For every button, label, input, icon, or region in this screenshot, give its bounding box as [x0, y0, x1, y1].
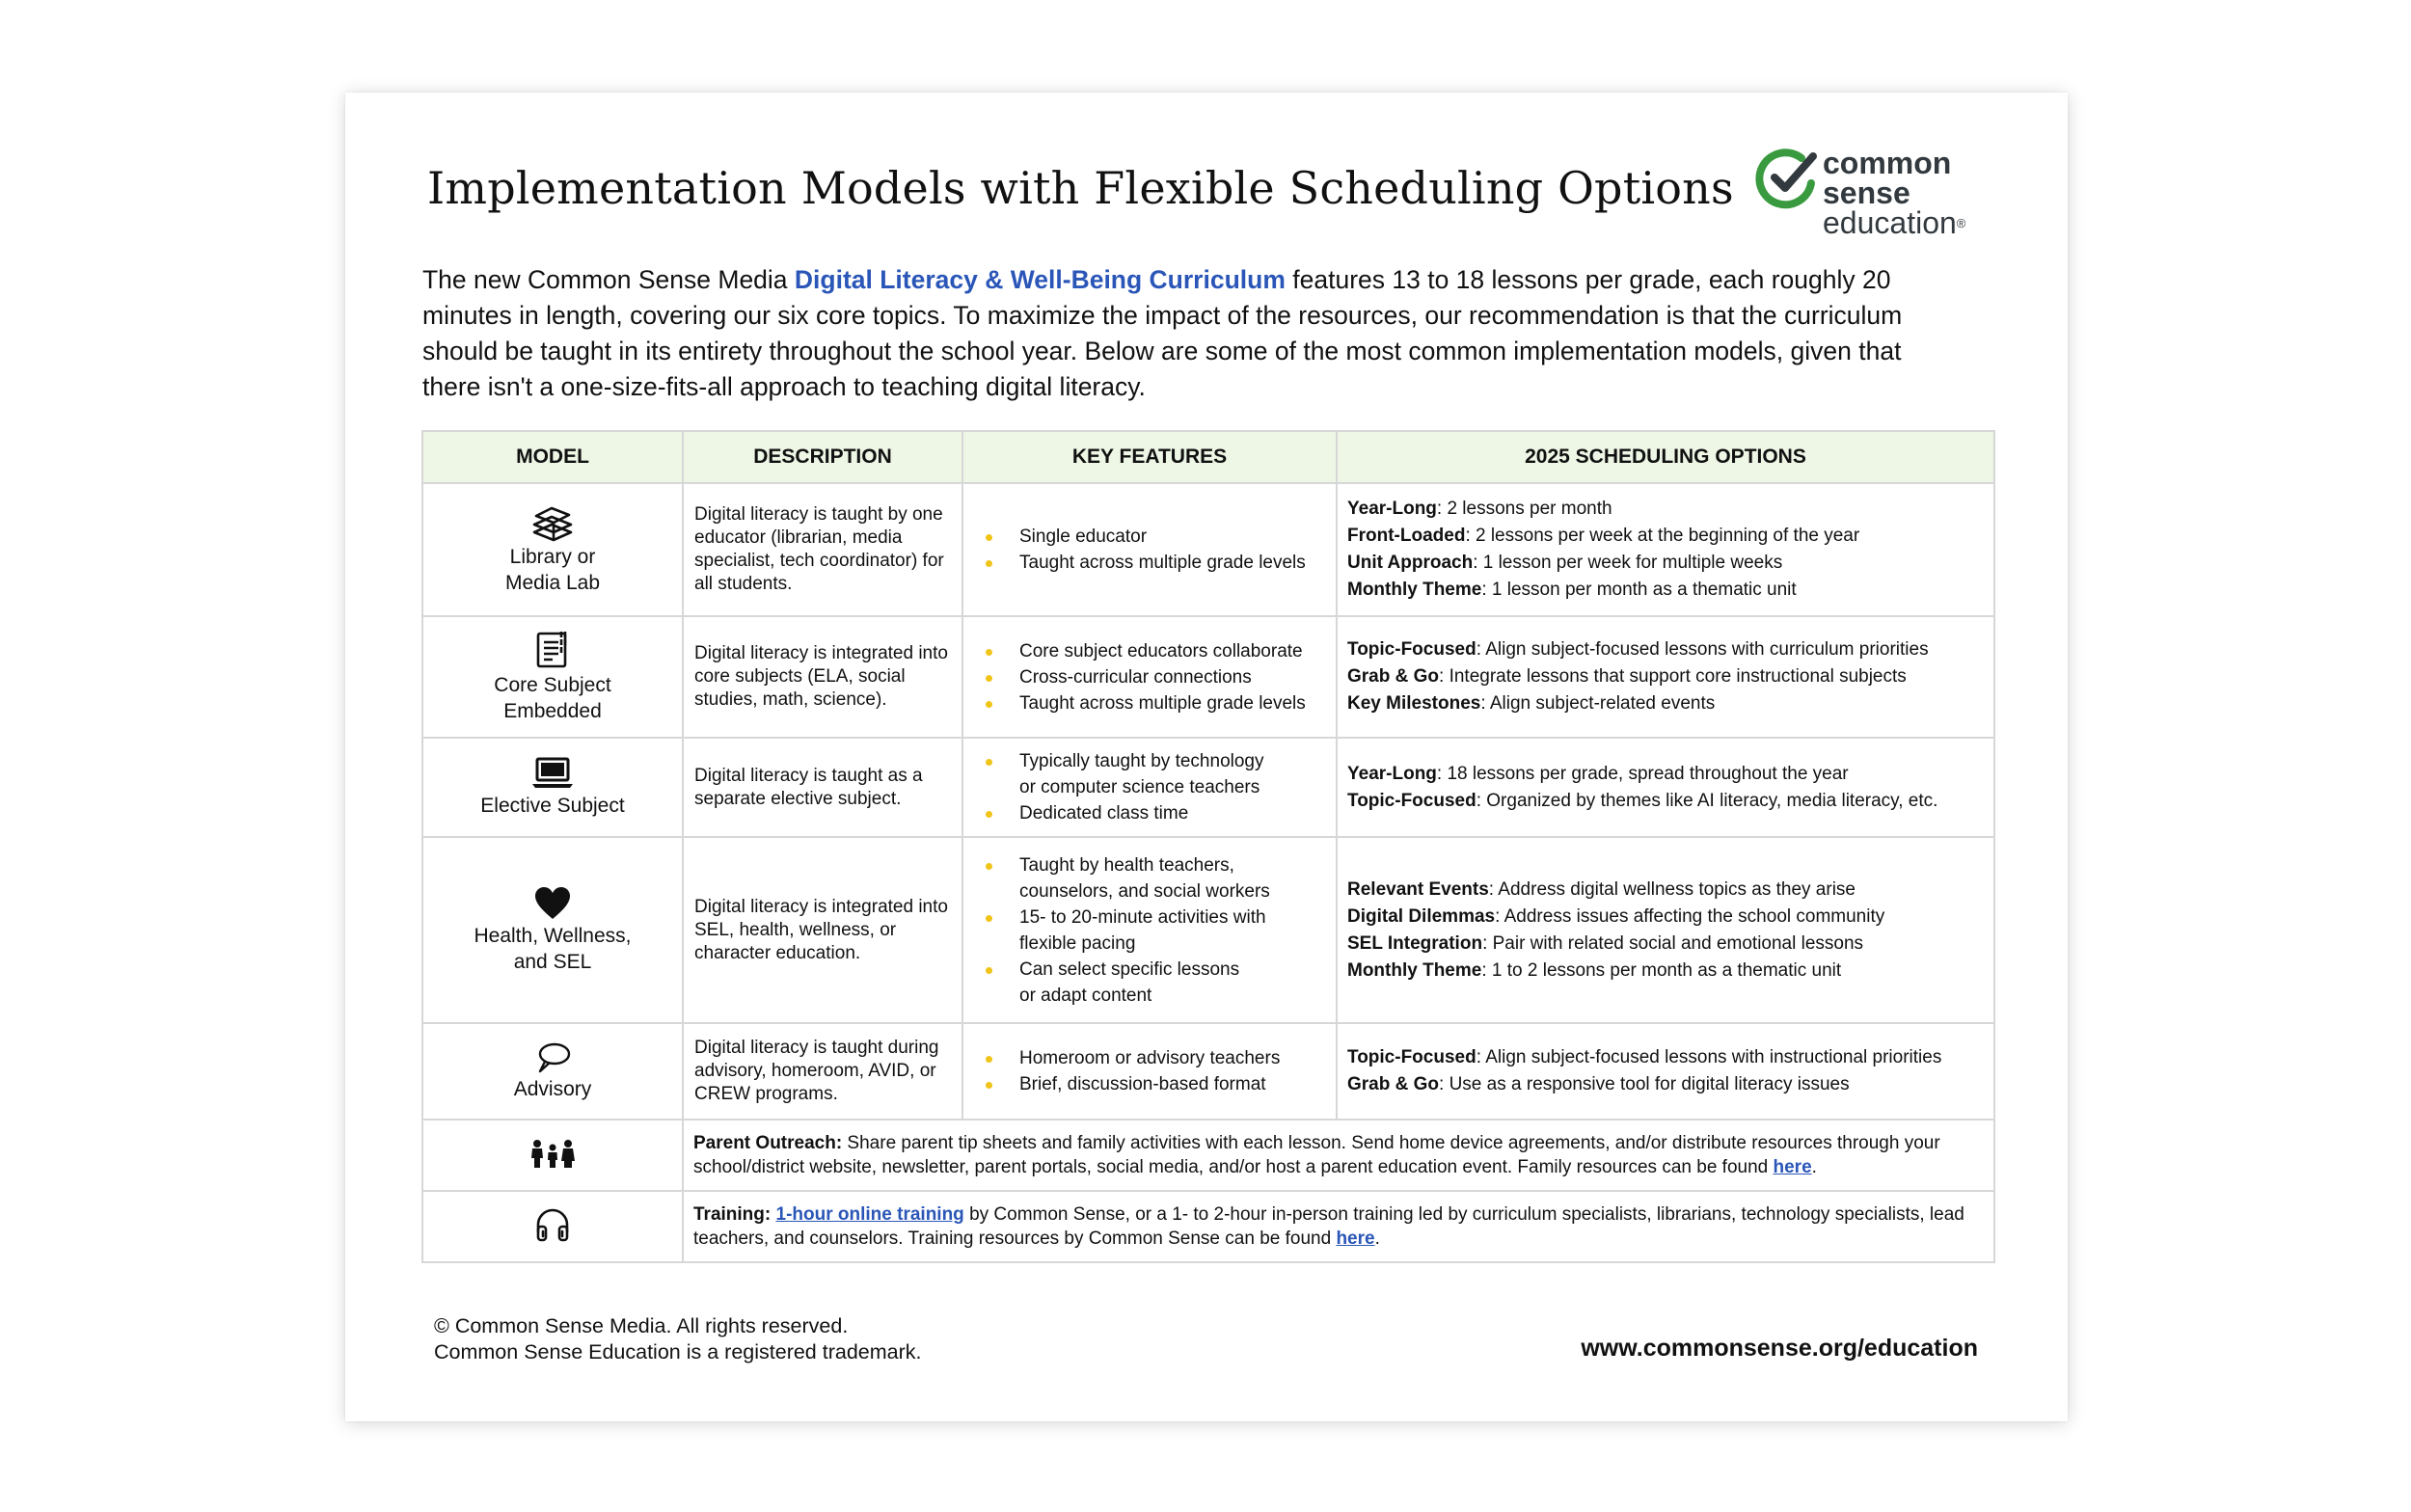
icon-cell — [422, 1120, 683, 1191]
list-item-continuation: or computer science teachers — [1019, 777, 1260, 797]
features-cell — [962, 483, 1337, 616]
description-cell: Digital literacy is taught by one educator (librarian, media specialist, tech coordinator) for all students. — [683, 483, 962, 616]
list-item-continuation: counselors, and social workers — [1019, 880, 1270, 902]
online-training-link[interactable]: 1-hour online training — [775, 1204, 964, 1225]
family-icon — [528, 1138, 578, 1169]
header-scheduling-options: 2025 SCHEDULING OPTIONS — [1337, 431, 1994, 483]
table-header-row — [422, 431, 1994, 483]
headphones-icon — [533, 1206, 572, 1243]
header-key-features: KEY FEATURES — [962, 431, 1337, 483]
logo-line-education: education — [1823, 205, 1957, 240]
features-cell — [962, 616, 1337, 738]
intro-paragraph: The new Common Sense Media Digital Literacy & Well-Being Curriculum features 13 to 18 lessons per grade, each roughly 20 minutes in length, covering our six core topics. To maximize the impact of the resources, our recommendation is that the curriculum should be taught in its entirety throughout the school year. Below are some of the most common implementation models, given that there isn't a one-size-fits-all approach to teaching digital literacy. — [422, 265, 1903, 401]
model-cell: Health, Wellness, and SEL — [422, 837, 683, 1023]
model-cell: Advisory — [422, 1023, 683, 1120]
schedule-cell: Topic-Focused: Align subject-focused lessons with instructional priorities Grab & Go: Use as a responsive tool for digital literacy issues — [1337, 1023, 1994, 1120]
list-item: Homeroom or advisory teachers — [983, 1045, 1328, 1071]
list-item-continuation: flexible pacing — [1019, 932, 1136, 954]
training-resources-link[interactable]: here — [1336, 1228, 1375, 1249]
icon-cell — [422, 1191, 683, 1262]
list-item: Taught across multiple grade levels — [983, 690, 1328, 716]
registered-mark: ® — [1956, 216, 1966, 230]
model-cell: Core Subject Embedded — [422, 616, 683, 738]
schedule-cell: Year-Long: 18 lessons per grade, spread throughout the year Topic-Focused: Organized by themes like AI literacy, media literacy, etc. — [1337, 738, 1994, 837]
list-item: Core subject educators collaborate — [983, 638, 1328, 664]
list-item: Cross-curricular connections — [983, 664, 1328, 690]
page-title: Implementation Models with Flexible Scheduling Options — [427, 162, 1734, 214]
notebook-icon — [533, 630, 572, 670]
family-resources-link[interactable]: here — [1773, 1157, 1812, 1177]
description-cell: Digital literacy is taught as a separate elective subject. — [683, 738, 962, 837]
books-icon — [530, 503, 575, 542]
table-row — [422, 483, 1994, 616]
website-url[interactable]: www.commonsense.org/education — [1581, 1335, 1978, 1362]
checkmark-circle-icon — [1753, 145, 1821, 212]
list-item: Single educator — [983, 524, 1328, 550]
model-cell: Library or Media Lab — [422, 483, 683, 616]
table-row — [422, 837, 1994, 1023]
header-model: MODEL — [422, 431, 683, 483]
schedule-cell: Year-Long: 2 lessons per month Front-Loaded: 2 lessons per week at the beginning of the year Unit Approach: 1 lesson per week for multiple weeks Monthly Theme: 1 lesson per month as a thematic unit — [1337, 483, 1994, 616]
description-cell: Digital literacy is integrated into SEL, health, wellness, or character education. — [683, 837, 962, 1023]
speech-bubble-icon — [533, 1041, 572, 1074]
list-item: Brief, discussion-based format — [983, 1071, 1328, 1097]
header-description: DESCRIPTION — [683, 431, 962, 483]
heart-icon — [533, 886, 572, 921]
laptop-icon — [530, 756, 575, 791]
list-item: Dedicated class time — [983, 800, 1328, 826]
model-cell: Elective Subject — [422, 738, 683, 837]
copyright-notice: © Common Sense Media. All rights reserved. Common Sense Education is a registered trademark. — [434, 1314, 922, 1364]
common-sense-education-logo — [1753, 145, 1985, 241]
document-page — [345, 93, 2068, 1421]
table-row — [422, 738, 1994, 837]
parent-outreach-cell: Parent Outreach: Share parent tip sheets and family activities with each lesson. Send home device agreements, and/or distribute resources through your school/district website, newsletter, parent portals, social media, and/or host a parent education event. Family resources can be found here. — [683, 1120, 1994, 1191]
list-item: Taught across multiple grade levels — [983, 550, 1328, 576]
parent-outreach-row — [422, 1120, 1994, 1191]
features-cell — [962, 837, 1337, 1023]
training-row — [422, 1191, 1994, 1262]
training-cell: Training: 1-hour online training by Common Sense, or a 1- to 2-hour in-person training led by curriculum specialists, librarians, technology specialists, lead teachers, and counselors. Training resources by Common Sense can be found here. — [683, 1191, 1994, 1262]
curriculum-link[interactable]: Digital Literacy & Well-Being Curriculum — [794, 265, 1286, 294]
schedule-cell: Topic-Focused: Align subject-focused lessons with curriculum priorities Grab & Go: Integrate lessons that support core instructional subjects Key Milestones: Align subject-related events — [1337, 616, 1994, 738]
logo-line-common: common — [1823, 146, 1952, 180]
list-item: Can select specific lessons — [983, 957, 1328, 983]
description-cell: Digital literacy is integrated into core subjects (ELA, social studies, math, science). — [683, 616, 962, 738]
table-row — [422, 616, 1994, 738]
features-cell — [962, 738, 1337, 837]
list-item: Typically taught by technology — [983, 748, 1328, 774]
implementation-models-table — [421, 430, 1995, 1263]
logo-line-sense: sense — [1823, 176, 1910, 210]
list-item: 15- to 20-minute activities with — [983, 904, 1328, 931]
list-item: Taught by health teachers, — [983, 852, 1328, 878]
schedule-cell: Relevant Events: Address digital wellness topics as they arise Digital Dilemmas: Address issues affecting the school community SEL Integration: Pair with related social and emotional lessons Monthly Theme: 1 to 2 lessons per month as a thematic unit — [1337, 837, 1994, 1023]
description-cell: Digital literacy is taught during advisory, homeroom, AVID, or CREW programs. — [683, 1023, 962, 1120]
table-row — [422, 1023, 1994, 1120]
list-item-continuation: or adapt content — [1019, 985, 1152, 1006]
features-cell — [962, 1023, 1337, 1120]
